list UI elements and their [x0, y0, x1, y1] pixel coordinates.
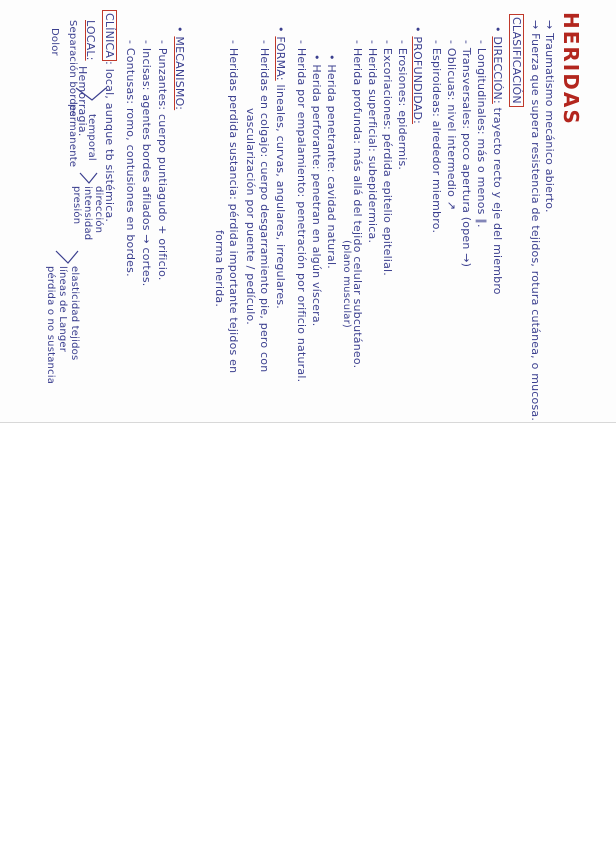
- scanned-page: [0, 0, 616, 423]
- permanente-elasticidad: elasticidad tejidos: [69, 266, 80, 361]
- temporal-bracket: [80, 173, 97, 183]
- profundidad-item-6: • Herida perforante: penetran en algún víscera.: [310, 54, 323, 327]
- profundidad-line: • PROFUNDIDAD:: [411, 26, 424, 125]
- dolor-temporal: temporal: [86, 114, 97, 161]
- clasificacion-heading: CLASIFICACIÓN: [509, 14, 524, 107]
- dolor-permanente: permanente: [67, 104, 78, 168]
- page-title: HERIDAS: [559, 12, 583, 126]
- direccion-item-3: - Oblicuas: nivel intermedio ↗: [445, 40, 458, 211]
- mecanismo-item-1: - Punzantes: cuerpo puntiagudo + orificio.: [156, 40, 169, 281]
- forma-line: • FORMA: lineales, curvas, angulares, irregulares.: [274, 26, 287, 310]
- mecanismo-item-2: - Incisas: agentes bordes afilados → cortes.: [140, 40, 153, 287]
- profundidad-item-4: - Herida profunda: más allá del tejido celular subcutáneo.: [351, 40, 364, 369]
- definition-line-1: → Traumatismo mecánico abierto.: [543, 20, 556, 213]
- local-item-dolor: Dolor: [49, 28, 60, 56]
- forma-item-2: - Heridas perdida sustancia: pérdida importante tejidos en: [227, 40, 240, 374]
- profundidad-label: PROFUNDIDAD:: [411, 36, 424, 125]
- temporal-presion: presión: [71, 186, 82, 225]
- permanente-bracket: [56, 251, 78, 263]
- mecanismo-line: • MECANISMO:: [173, 26, 186, 111]
- local-item-separacion: Separación bordes: [67, 20, 78, 117]
- mecanismo-item-3: - Contusas: romo, contusiones en bordes.: [124, 40, 137, 277]
- profundidad-item-4-note: (plano muscular): [341, 240, 352, 329]
- rotated-notes: [0, 0, 616, 423]
- profundidad-item-3: - Herida superficial: subepidermica.: [366, 40, 379, 244]
- temporal-intensidad: intensidad: [82, 186, 93, 241]
- profundidad-item-7: - Herida por empalamiento: penetración por orificio natural.: [295, 40, 308, 383]
- forma-text: lineales, curvas, angulares, irregulares.: [274, 84, 287, 310]
- direccion-item-4: - Espiroideas: alrededor miembro.: [430, 40, 443, 234]
- profundidad-item-2: - Excoriaciones: pérdida epitelio epitelial.: [381, 40, 394, 276]
- permanente-perdida: pérdida o no sustancia: [45, 266, 56, 385]
- direccion-item-1: - Longitudinales: más o menos ∥.: [475, 40, 488, 228]
- direccion-label: DIRECCIÓN:: [491, 36, 504, 104]
- profundidad-item-1: - Erosiones: epidermis.: [396, 40, 409, 171]
- direccion-line: • DIRECCIÓN: trayecto recto y eje del miembro: [491, 26, 504, 295]
- local-label: LOCAL:: [84, 20, 97, 61]
- profundidad-item-5: • Herida penetrante: cavidad natural.: [325, 54, 338, 269]
- definition-line-2: → Fuerza que supera resistencia de tejidos, rotura cutánea, o mucosa.: [529, 20, 542, 422]
- forma-item-1-cont: vascularización por puente / pedículo.: [244, 108, 257, 325]
- forma-label: FORMA:: [274, 36, 287, 81]
- local-item-hemorragia: Hemorragia.: [76, 66, 89, 137]
- forma-item-2-cont: forma herida.: [213, 230, 226, 308]
- mecanismo-label: MECANISMO:: [173, 36, 186, 111]
- direccion-text: trayecto recto y eje del miembro: [491, 107, 504, 295]
- direccion-item-2: - Transversales: poco apertura (open →): [460, 40, 473, 268]
- permanente-langer: líneas de Langer: [57, 266, 68, 353]
- clinica-label: CLÍNICA: [102, 10, 117, 61]
- forma-item-1: - Heridas en colgajo: cuerpo desgarramiento pie, pero con: [258, 40, 271, 373]
- temporal-direccion: dirección: [93, 186, 104, 234]
- blank-area: [0, 423, 616, 848]
- clinica-text: : local, aunque tb sistémica.: [103, 61, 116, 223]
